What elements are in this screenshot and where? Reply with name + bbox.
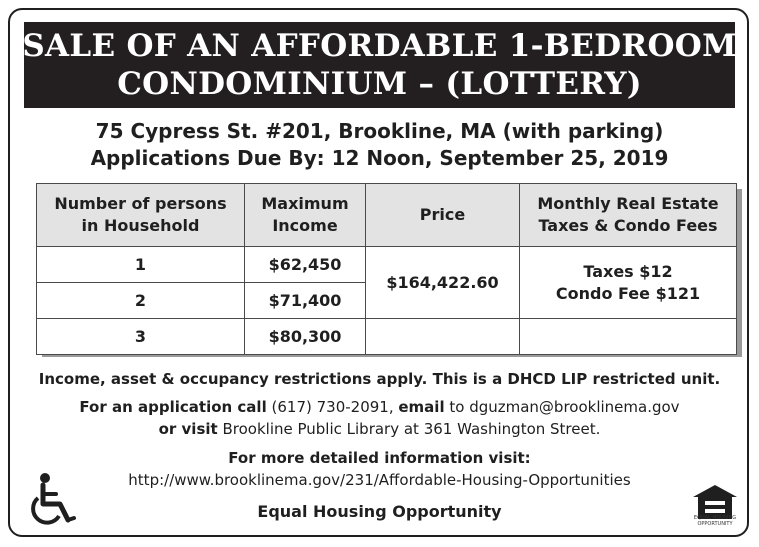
equal-housing-logo-text: EQUAL HOUSING OPPORTUNITY — [693, 515, 737, 527]
wheelchair-icon — [28, 472, 78, 528]
income-cell: $71,400 — [245, 283, 366, 319]
table-header-row — [37, 184, 737, 247]
table-row — [37, 247, 737, 283]
application-deadline: Applications Due By: 12 Noon, September 25, 2019 — [90, 146, 669, 170]
pricing-table — [36, 183, 737, 355]
contact-line-2: or visit Brookline Public Library at 361 Washington Street. — [158, 420, 601, 438]
header-income: Maximum Income — [245, 184, 366, 247]
info-url-link[interactable]: http://www.brooklinema.gov/231/Affordable-Housing-Opportunities — [128, 471, 631, 489]
restrictions-text: Income, asset & occupancy restrictions apply. This is a DHCD LIP restricted unit. — [38, 370, 721, 388]
email-link[interactable]: to dguzman@brooklinema.gov — [449, 398, 680, 416]
title-line-1: SALE OF AN AFFORDABLE 1-BEDROOM — [22, 28, 737, 64]
more-info-label: For more detailed information visit: — [228, 449, 531, 467]
phone-number: (617) 730-2091, — [271, 398, 394, 416]
pricing-table-wrap — [36, 183, 736, 351]
header-fees: Monthly Real Estate Taxes & Condo Fees — [520, 184, 737, 247]
income-cell: $62,450 — [245, 247, 366, 283]
persons-cell: 1 — [37, 247, 245, 283]
header-household: Number of persons in Household — [37, 184, 245, 247]
equal-housing-footer: Equal Housing Opportunity — [257, 502, 502, 521]
income-cell: $80,300 — [245, 319, 366, 355]
persons-cell: 2 — [37, 283, 245, 319]
property-address: 75 Cypress St. #201, Brookline, MA (with parking) — [95, 119, 664, 143]
title-banner — [24, 22, 735, 108]
fees-cell: Taxes $12 Condo Fee $121 — [520, 247, 737, 319]
price-cell: $164,422.60 — [366, 247, 520, 319]
contact-line-1: For an application call (617) 730-2091, email to dguzman@brooklinema.gov — [79, 398, 680, 416]
persons-cell: 3 — [37, 319, 245, 355]
price-empty-cell — [366, 319, 520, 355]
fees-empty-cell — [520, 319, 737, 355]
table-row — [37, 319, 737, 355]
header-price: Price — [366, 184, 520, 247]
title-line-2: CONDOMINIUM – (LOTTERY) — [117, 66, 642, 102]
